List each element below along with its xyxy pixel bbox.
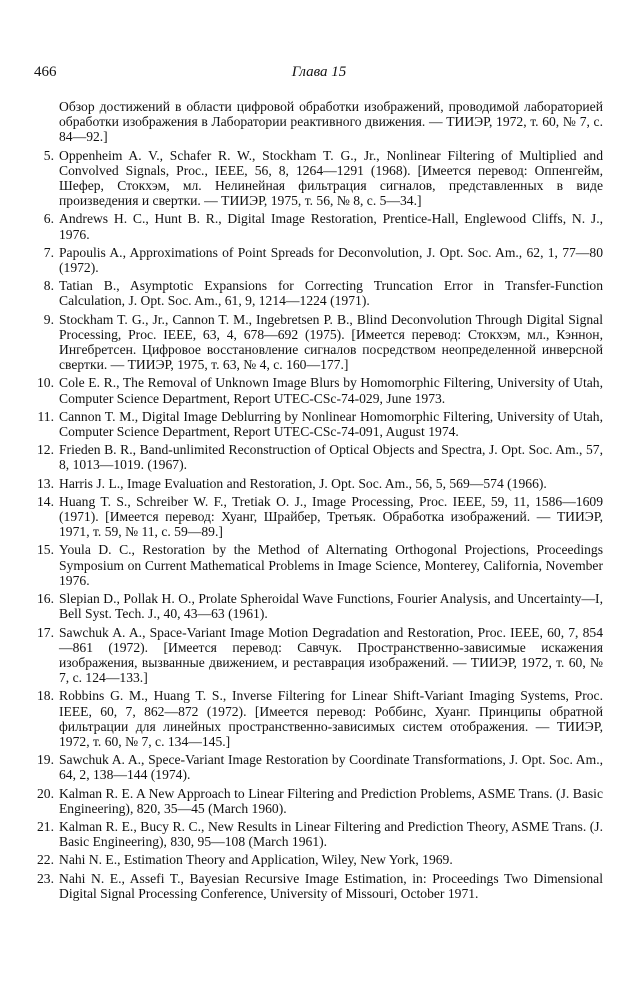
reference-text: Youla D. C., Restoration by the Method of Alternating Orthogonal Projections, Proceedings Symposium on Current Mathematical Problems in Image Science, Monterey, California, November 1976. <box>59 542 603 588</box>
reference-item <box>32 819 603 849</box>
reference-number: 15. <box>37 542 54 558</box>
reference-text: Papoulis A., Approximations of Point Spreads for Deconvolution, J. Opt. Soc. Am., 62, 1, 77—80 (1972). <box>59 244 603 276</box>
reference-text: Tatian B., Asymptotic Expansions for Correcting Truncation Error in Transfer-Function Calculation, J. Opt. Soc. Am., 61, 9, 1214—1224 (1971). <box>59 278 603 309</box>
reference-number: 9. <box>43 311 54 327</box>
reference-text: Nahi N. E., Assefi T., Bayesian Recursive Image Estimation, in: Proceedings Two Dimensional Digital Signal Processing Conference, University of Missouri, October 1971. <box>59 870 603 901</box>
reference-item <box>32 852 603 867</box>
reference-text: Stockham T. G., Jr., Cannon T. M., Ingebretsen P. B., Blind Deconvolution Through Digital Signal Processing, Proc. IEEE, 63, 4, 678—692 (1975). [Имеется перевод: Стокхэм, мл., Кэннон, Ингебретсен. Цифровое восстановление сигналов посредством неопределенной инверсной свертки. — ТИИЭР, 1975, т. 63, № 4, с. 160—177.] <box>59 311 603 373</box>
reference-number: 6. <box>43 211 54 227</box>
reference-number: 5. <box>43 147 54 163</box>
reference-text: Sawchuk A. A., Space-Variant Image Motion Degradation and Restoration, Proc. IEEE, 60, 7, 854—861 (1972). [Имеется перевод: Савчук. Пространственно-зависимые искажения изображения, вызванные движением, и реставрация изображений. — ТИИЭР, 1972, т. 60, № 7, с. 124—133.] <box>59 624 603 686</box>
reference-item <box>32 494 603 540</box>
reference-number: 23. <box>37 870 54 886</box>
reference-number: 12. <box>37 442 54 458</box>
reference-item <box>32 375 603 405</box>
reference-item <box>32 312 603 373</box>
reference-number: 13. <box>37 475 54 491</box>
reference-number: 21. <box>37 818 54 834</box>
reference-item <box>32 625 603 686</box>
reference-item <box>32 211 603 241</box>
reference-text: Oppenheim A. V., Schafer R. W., Stockham T. G., Jr., Nonlinear Filtering of Multiplied and Convolved Signals, Proc., IEEE, 56, 8, 1264—1291 (1968). [Имеется перевод: Оппенгейм, Шефер, Стокхэм, мл. Нелинейная фильтрация сигналов, представленных в виде произведения и свертки. — ТИИЭР, 1975, т. 56, № 8, с. 5—34.] <box>59 147 603 209</box>
reference-item <box>32 786 603 816</box>
reference-number: 14. <box>37 493 54 509</box>
reference-item <box>32 542 603 588</box>
reference-text: Nahi N. E., Estimation Theory and Application, Wiley, New York, 1969. <box>59 852 453 868</box>
reference-text: Frieden B. R., Band-unlimited Reconstruction of Optical Objects and Spectra, J. Opt. Soc. Am., 57, 8, 1013—1019. (1967). <box>59 442 603 473</box>
reference-item <box>32 99 603 145</box>
reference-text: Robbins G. M., Huang T. S., Inverse Filtering for Linear Shift-Variant Imaging Systems, Proc. IEEE, 60, 7, 862—872 (1972). [Имеется перевод: Роббинс, Хуанг. Принципы обратной фильтрации для линейных пространственно-зависимых систем отображения. — ТИИЭР, 1972, т. 60, № 7, с. 134—145.] <box>59 688 603 749</box>
reference-text: Kalman R. E. A New Approach to Linear Filtering and Prediction Problems, ASME Trans. (J. Basic Engineering), 820, 35—45 (March 1960). <box>59 785 603 816</box>
reference-text: Harris J. L., Image Evaluation and Restoration, J. Opt. Soc. Am., 56, 5, 569—574 (1966). <box>59 475 547 491</box>
reference-item <box>32 688 603 749</box>
reference-text: Huang T. S., Schreiber W. F., Tretiak O. J., Image Processing, Proc. IEEE, 59, 11, 1586—1609 (1971). [Имеется перевод: Хуанг, Шрайбер, Третьяк. Обработка изображений. — ТИИЭР, 1971, т. 59, № 11, с. 59—89.] <box>59 493 603 540</box>
reference-text: Cole E. R., The Removal of Unknown Image Blurs by Homomorphic Filtering, University of Utah, Computer Science Department, Report UTEC-CSc-74-029, June 1973. <box>59 375 603 406</box>
reference-number: 8. <box>43 278 54 294</box>
reference-number: 7. <box>43 244 54 260</box>
reference-item <box>32 476 603 491</box>
reference-number: 10. <box>37 375 54 391</box>
reference-text: Cannon T. M., Digital Image Deblurring by Nonlinear Homomorphic Filtering, University of Utah, Computer Science Department, Report UTEC-CSc-74-091, August 1974. <box>59 408 603 440</box>
reference-item <box>32 752 603 782</box>
reference-number: 11. <box>37 408 54 424</box>
reference-item <box>32 591 603 621</box>
reference-number: 17. <box>37 624 54 640</box>
page-header <box>34 64 604 86</box>
reference-item <box>32 871 603 901</box>
reference-number: 19. <box>37 752 54 768</box>
reference-number: 20. <box>37 785 54 801</box>
reference-number: 18. <box>37 688 54 704</box>
reference-item <box>32 245 603 275</box>
reference-text: Kalman R. E., Bucy R. C., New Results in Linear Filtering and Prediction Theory, ASME Trans. (J. Basic Engineering), 830, 95—108 (March 1961). <box>59 818 603 850</box>
reference-text: Slepian D., Pollak H. O., Prolate Spheroidal Wave Functions, Fourier Analysis, and Uncertainty—I, Bell Syst. Tech. J., 40, 43—63 (1961). <box>59 591 603 622</box>
reference-item <box>32 409 603 439</box>
reference-item <box>32 442 603 472</box>
reference-item <box>32 278 603 308</box>
reference-text: Andrews H. C., Hunt B. R., Digital Image Restoration, Prentice-Hall, Englewood Cliffs, N. J., 1976. <box>59 211 603 242</box>
reference-list <box>32 99 603 904</box>
reference-text: Sawchuk A. A., Spece-Variant Image Restoration by Coordinate Transformations, J. Opt. Soc. Am., 64, 2, 138—144 (1974). <box>59 752 603 783</box>
running-title: Глава 15 <box>291 64 347 80</box>
reference-item <box>32 148 603 209</box>
reference-number: 16. <box>37 591 54 607</box>
page-number: 466 <box>34 64 57 80</box>
reference-number: 22. <box>37 852 54 868</box>
reference-text: Обзор достижений в области цифровой обработки изображений, проводимой лабораторией обработки изображения в Лаборатории реактивного движения. — ТИИЭР, 1972, т. 60, № 7, с. 84—92.] <box>59 99 603 145</box>
